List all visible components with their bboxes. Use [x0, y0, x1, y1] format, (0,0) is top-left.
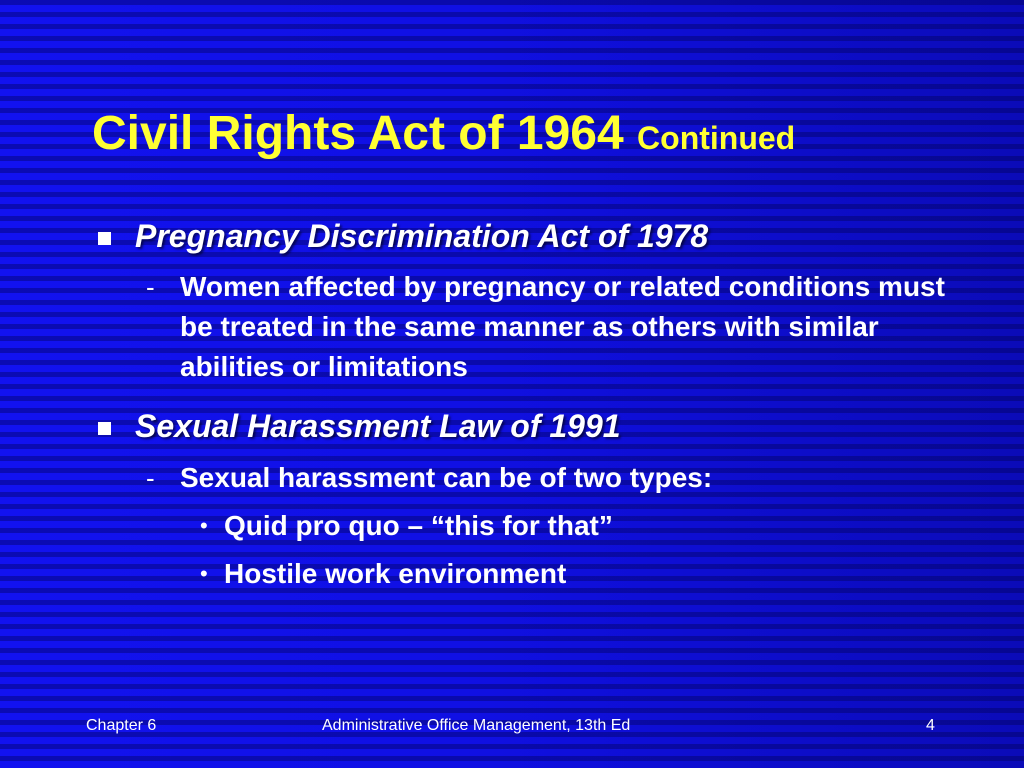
dash-bullet-icon: - — [146, 463, 155, 493]
sub-item-text: Women affected by pregnancy or related conditions must be treated in the same manner as others with similar abilities or limitations — [180, 271, 945, 382]
sub-item-pregnancy-detail — [146, 267, 970, 387]
square-bullet-icon — [98, 232, 111, 245]
slide-title — [92, 104, 795, 168]
bullet-item-pregnancy-act — [98, 217, 708, 255]
slide-title-suffix: Continued — [637, 120, 796, 156]
square-bullet-icon — [98, 422, 111, 435]
dash-bullet-icon: - — [146, 272, 155, 302]
sub-item-text: Sexual harassment can be of two types: — [180, 462, 713, 493]
bullet-heading: Pregnancy Discrimination Act of 1978 — [135, 218, 709, 254]
footer-chapter: Chapter 6 — [86, 717, 157, 734]
harassment-type-item — [200, 556, 566, 592]
bullet-heading: Sexual Harassment Law of 1991 — [135, 408, 621, 444]
harassment-type-text: Hostile work environment — [224, 558, 567, 589]
footer-book-title: Administrative Office Management, 13th Ed — [322, 717, 631, 734]
bullet-item-harassment-law — [98, 407, 621, 445]
slide-title-main: Civil Rights Act of 1964 — [92, 107, 624, 160]
harassment-type-text: Quid pro quo – “this for that” — [224, 510, 613, 541]
harassment-type-item — [200, 508, 613, 544]
sub-item-harassment-detail — [146, 458, 970, 498]
dot-bullet-icon: • — [200, 513, 208, 538]
dot-bullet-icon: • — [200, 561, 208, 586]
footer-page-number: 4 — [926, 717, 935, 734]
